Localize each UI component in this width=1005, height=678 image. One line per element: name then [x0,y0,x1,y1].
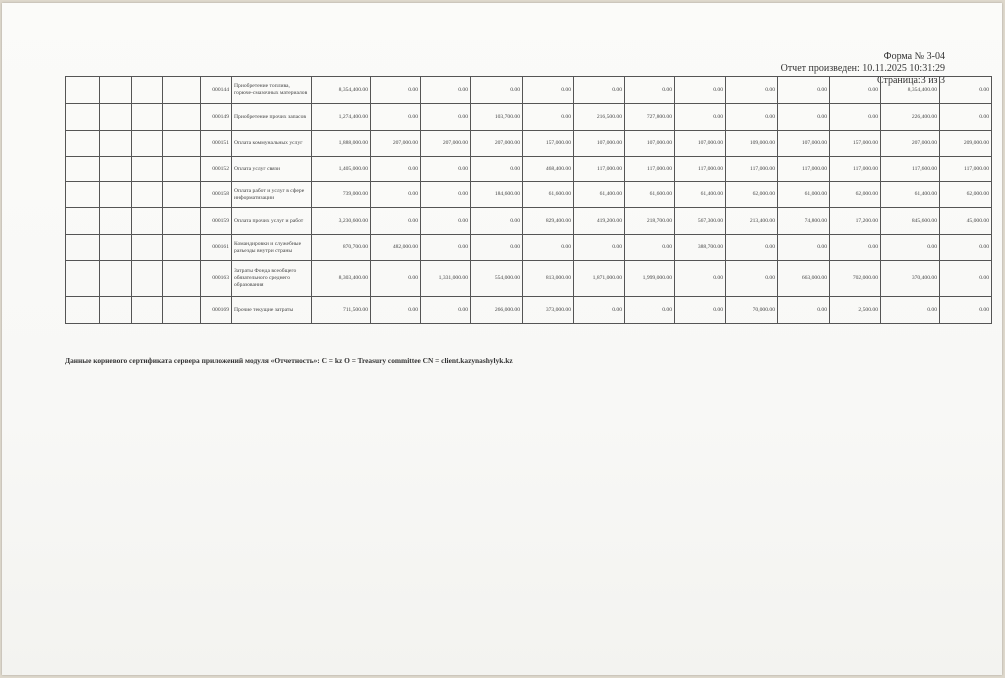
value-cell: 0.00 [778,235,830,261]
value-cell: 107,000.00 [625,131,675,157]
row-name: Прочие текущие затраты [232,297,312,324]
value-cell: 0.00 [625,297,675,324]
value-cell: 813,000.00 [523,261,574,297]
value-cell: 482,000.00 [371,235,421,261]
value-cell: 218,700.00 [625,208,675,235]
value-cell: 0.00 [625,235,675,261]
empty-cell [100,297,132,324]
value-cell: 0.00 [778,77,830,104]
value-cell: 0.00 [940,261,992,297]
empty-cell [66,208,100,235]
value-cell: 0.00 [371,77,421,104]
value-cell: 373,000.00 [523,297,574,324]
value-cell: 0.00 [881,235,940,261]
empty-cell [163,208,201,235]
row-code: 000144 [201,77,232,104]
page-indicator: Страница:3 из 3 [876,75,945,86]
value-cell: 1,871,000.00 [574,261,625,297]
empty-cell [66,261,100,297]
value-cell: 0.00 [940,104,992,131]
empty-cell [163,77,201,104]
document-page [2,3,1002,675]
empty-cell [100,157,132,182]
empty-cell [66,182,100,208]
value-cell: 0.00 [675,77,726,104]
value-cell: 8,354,400.00 [881,77,940,104]
value-cell: 0.00 [830,77,881,104]
row-name: Приобретение прочих запасов [232,104,312,131]
empty-cell [132,235,163,261]
table-row [66,235,992,261]
table-row [66,131,992,157]
value-cell: 61,400.00 [881,182,940,208]
value-cell: 184,600.00 [471,182,523,208]
value-cell: 0.00 [625,77,675,104]
value-cell: 0.00 [371,297,421,324]
value-cell: 0.00 [471,235,523,261]
row-code: 000163 [201,261,232,297]
empty-cell [66,297,100,324]
value-cell: 0.00 [523,104,574,131]
value-cell: 727,800.00 [625,104,675,131]
empty-cell [163,157,201,182]
value-cell: 117,000.00 [625,157,675,182]
value-cell: 0.00 [421,157,471,182]
value-cell: 157,000.00 [523,131,574,157]
empty-cell [66,235,100,261]
row-code: 000158 [201,182,232,208]
value-cell: 103,700.00 [471,104,523,131]
empty-cell [132,157,163,182]
value-cell: 845,600.00 [881,208,940,235]
value-cell: 0.00 [675,297,726,324]
value-cell: 209,000.00 [940,131,992,157]
empty-cell [163,104,201,131]
empty-cell [163,261,201,297]
value-cell: 711,500.00 [312,297,371,324]
empty-cell [132,182,163,208]
table-row [66,77,992,104]
value-cell: 207,000.00 [881,131,940,157]
table-row [66,182,992,208]
value-cell: 0.00 [421,297,471,324]
value-cell: 0.00 [726,235,778,261]
value-cell: 0.00 [523,235,574,261]
value-cell: 870,700.00 [312,235,371,261]
table-row [66,104,992,131]
value-cell: 117,000.00 [574,157,625,182]
value-cell: 62,000.00 [830,182,881,208]
row-code: 000159 [201,208,232,235]
value-cell: 1,274,400.00 [312,104,371,131]
value-cell: 62,000.00 [940,182,992,208]
empty-cell [132,104,163,131]
value-cell: 0.00 [523,77,574,104]
value-cell: 0.00 [421,182,471,208]
value-cell: 61,400.00 [675,182,726,208]
value-cell: 61,400.00 [574,182,625,208]
value-cell: 1,999,000.00 [625,261,675,297]
value-cell: 0.00 [940,235,992,261]
value-cell: 0.00 [726,261,778,297]
table-row [66,297,992,324]
row-code: 000169 [201,297,232,324]
value-cell: 0.00 [371,261,421,297]
value-cell: 0.00 [421,208,471,235]
value-cell: 207,000.00 [471,131,523,157]
row-name: Приобретение топлива, горюче-смазочных материалов [232,77,312,104]
certificate-info: Данные корневого сертификата сервера приложений модуля «Отчетность»: C = kz O = Treasury committee CN = client.kazynashylyk.kz [65,356,513,365]
value-cell: 0.00 [371,182,421,208]
empty-cell [100,208,132,235]
value-cell: 207,000.00 [421,131,471,157]
empty-cell [132,77,163,104]
value-cell: 0.00 [421,77,471,104]
value-cell: 0.00 [940,297,992,324]
table-row [66,261,992,297]
empty-cell [66,131,100,157]
row-name: Оплата прочих услуг и работ [232,208,312,235]
value-cell: 61,600.00 [625,182,675,208]
value-cell: 1,888,000.00 [312,131,371,157]
value-cell: 70,000.00 [726,297,778,324]
row-code: 000161 [201,235,232,261]
value-cell: 388,700.00 [675,235,726,261]
value-cell: 0.00 [421,104,471,131]
value-cell: 117,000.00 [675,157,726,182]
empty-cell [100,77,132,104]
value-cell: 107,000.00 [574,131,625,157]
row-code: 000149 [201,104,232,131]
empty-cell [100,261,132,297]
row-name: Оплата услуг связи [232,157,312,182]
value-cell: 117,000.00 [940,157,992,182]
empty-cell [100,235,132,261]
table-body [66,77,992,324]
value-cell: 829,400.00 [523,208,574,235]
value-cell: 107,000.00 [675,131,726,157]
value-cell: 3,230,600.00 [312,208,371,235]
value-cell: 0.00 [675,104,726,131]
value-cell: 554,000.00 [471,261,523,297]
value-cell: 0.00 [371,157,421,182]
value-cell: 107,000.00 [778,131,830,157]
value-cell: 567,300.00 [675,208,726,235]
value-cell: 17,200.00 [830,208,881,235]
value-cell: 216,500.00 [574,104,625,131]
value-cell: 0.00 [940,77,992,104]
value-cell: 1,405,000.00 [312,157,371,182]
empty-cell [132,131,163,157]
empty-cell [100,131,132,157]
value-cell: 0.00 [574,235,625,261]
empty-cell [163,297,201,324]
value-cell: 8,354,400.00 [312,77,371,104]
value-cell: 0.00 [778,297,830,324]
value-cell: 0.00 [726,104,778,131]
value-cell: 0.00 [574,77,625,104]
value-cell: 0.00 [830,104,881,131]
value-cell: 739,000.00 [312,182,371,208]
value-cell: 213,400.00 [726,208,778,235]
form-number: Форма № 3-04 [883,51,945,62]
value-cell: 61,600.00 [523,182,574,208]
table-row [66,208,992,235]
value-cell: 266,000.00 [471,297,523,324]
value-cell: 2,500.00 [830,297,881,324]
empty-cell [132,208,163,235]
value-cell: 0.00 [726,77,778,104]
empty-cell [163,182,201,208]
value-cell: 370,400.00 [881,261,940,297]
empty-cell [66,104,100,131]
value-cell: 0.00 [574,297,625,324]
value-cell: 663,000.00 [778,261,830,297]
budget-table [65,76,992,324]
value-cell: 1,331,000.00 [421,261,471,297]
value-cell: 226,400.00 [881,104,940,131]
value-cell: 61,000.00 [778,182,830,208]
value-cell: 74,800.00 [778,208,830,235]
value-cell: 0.00 [421,235,471,261]
value-cell: 0.00 [471,77,523,104]
value-cell: 0.00 [830,235,881,261]
value-cell: 702,000.00 [830,261,881,297]
row-code: 000152 [201,157,232,182]
empty-cell [100,104,132,131]
empty-cell [132,297,163,324]
value-cell: 109,000.00 [726,131,778,157]
value-cell: 117,000.00 [778,157,830,182]
empty-cell [66,157,100,182]
row-name: Оплата коммунальных услуг [232,131,312,157]
row-code: 000151 [201,131,232,157]
value-cell: 468,400.00 [523,157,574,182]
empty-cell [100,182,132,208]
row-name: Командировки и служебные разъезды внутри страны [232,235,312,261]
value-cell: 0.00 [675,261,726,297]
value-cell: 0.00 [471,157,523,182]
value-cell: 0.00 [778,104,830,131]
value-cell: 117,000.00 [726,157,778,182]
row-name: Оплата работ и услуг в сфере информатизации [232,182,312,208]
value-cell: 117,600.00 [881,157,940,182]
value-cell: 157,000.00 [830,131,881,157]
value-cell: 207,000.00 [371,131,421,157]
table-row [66,157,992,182]
value-cell: 0.00 [881,297,940,324]
value-cell: 45,000.00 [940,208,992,235]
value-cell: 62,000.00 [726,182,778,208]
row-name: Затраты Фонда всеобщего обязательного среднего образования [232,261,312,297]
value-cell: 0.00 [471,208,523,235]
empty-cell [163,131,201,157]
value-cell: 0.00 [371,208,421,235]
empty-cell [163,235,201,261]
value-cell: 117,000.00 [830,157,881,182]
report-timestamp: Отчет произведен: 10.11.2025 10:31:29 [780,63,945,74]
value-cell: 0.00 [371,104,421,131]
empty-cell [132,261,163,297]
value-cell: 8,303,400.00 [312,261,371,297]
value-cell: 419,200.00 [574,208,625,235]
empty-cell [66,77,100,104]
